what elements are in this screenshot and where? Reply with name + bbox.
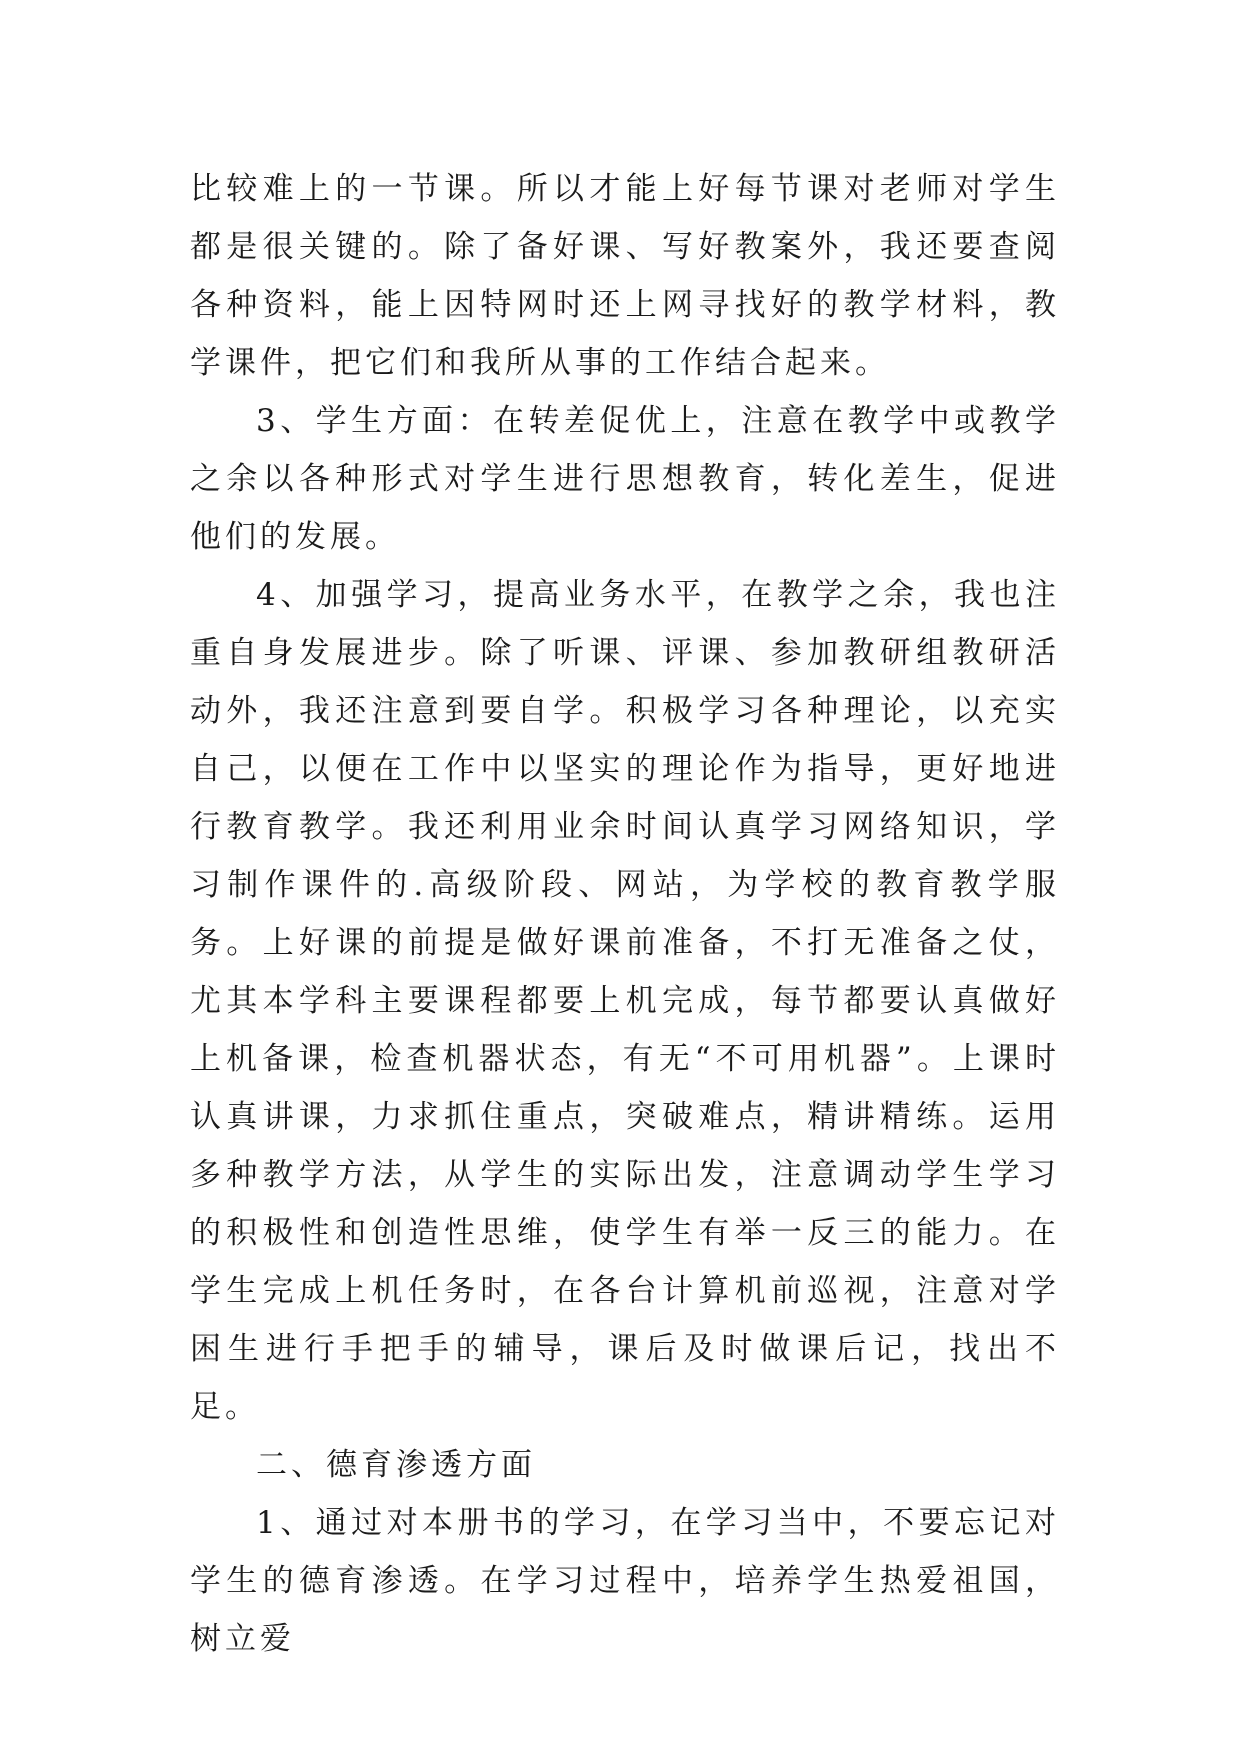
paragraph-student-aspect: 3、学生方面：在转差促优上，注意在教学中或教学之余以各种形式对学生进行思想教育，转化差生，促进他们的发展。 [190, 403, 1060, 555]
paragraph-moral-education-1: 1、通过对本册书的学习，在学习当中，不要忘记对学生的德育渗透。在学习过程中，培养学生热爱祖国，树立爱 [190, 1505, 1060, 1657]
section-heading-moral-education: 二、德育渗透方面 [256, 1447, 536, 1483]
paragraph-strengthen-learning: 4、加强学习，提高业务水平，在教学之余，我也注重自身发展进步。除了听课、评课、参加教研组教研活动外，我还注意到要自学。积极学习各种理论，以充实自己，以便在工作中以坚实的理论作为指导，更好地进行教育教学。我还利用业余时间认真学习网络知识，学习制作课件的.高级阶段、网站，为学校的教育教学服务。上好课的前提是做好课前准备，不打无准备之仗，尤其本学科主要课程都要上机完成，每节都要认真做好上机备课，检查机器状态，有无“不可用机器”。上课时认真讲课，力求抓住重点，突破难点，精讲精练。运用多种教学方法，从学生的实际出发，注意调动学生学习的积极性和创造性思维，使学生有举一反三的能力。在学生完成上机任务时，在各台计算机前巡视，注意对学困生进行手把手的辅导，课后及时做课后记，找出不足。 [190, 577, 1060, 1425]
document-body [190, 160, 1060, 1668]
paragraph-continuation: 比较难上的一节课。所以才能上好每节课对老师对学生都是很关键的。除了备好课、写好教案外，我还要查阅各种资料，能上因特网时还上网寻找好的教学材料，教学课件，把它们和我所从事的工作结合起来。 [190, 171, 1060, 381]
